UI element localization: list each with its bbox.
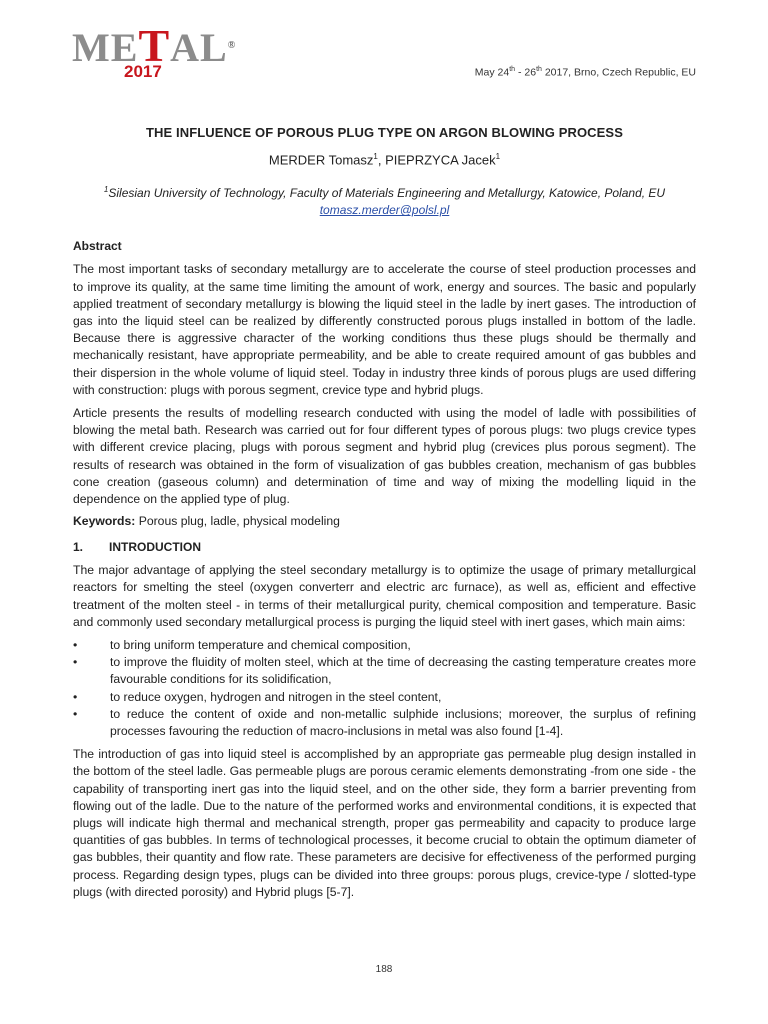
logo-year: 2017 (124, 62, 162, 81)
list-item-text: to reduce oxygen, hydrogen and nitrogen in the steel content, (110, 689, 442, 704)
affiliation-text: Silesian University of Technology, Faculty of Materials Engineering and Metallurgy, Katowice, Poland, EU (108, 186, 666, 201)
aims-list (73, 637, 696, 740)
section-number: 1. (73, 540, 84, 555)
intro-paragraph-1: The major advantage of applying the steel secondary metallurgy is to optimize the usage of primary metallurgical reactors for smelting the steel (oxygen converterr and electric arc furnace), as well as, efficient and effective treatment of the molten steel - in terms of their metallurgical purity, chemical composition and temperature. Basic and commonly used secondary metallurgical process is purging the liquid steel with inert gases, which main aims: (73, 563, 696, 629)
bullet-icon: • (73, 655, 78, 670)
bullet-icon: • (73, 637, 78, 652)
logo-letters-me: ME (72, 25, 139, 70)
section-heading-introduction (73, 540, 696, 554)
conference-date-end: - 26 (515, 66, 537, 79)
author-1-affil: 1 (373, 152, 378, 161)
page-number: 188 (375, 964, 393, 975)
conference-location: 2017, Brno, Czech Republic, EU (541, 66, 696, 79)
author-2-affil: 1 (495, 152, 501, 161)
keywords-label: Keywords: (73, 514, 136, 529)
list-item (73, 706, 696, 740)
list-item (73, 637, 696, 654)
conference-sup-2: th (536, 66, 542, 73)
bullet-icon: • (73, 689, 78, 704)
author-list (73, 152, 696, 167)
intro-paragraph-2: The introduction of gas into liquid steel is accomplished by an appropriate gas permeable plug design installed in the bottom of the steel ladle. Gas permeable plugs are porous ceramic elements demonstrating -from one side - the capability of transporting inert gas into the liquid steel, and on the other side, they form a barrier preventing from flowing out of the ladle. Due to the nature of the performed works and environmental conditions, it is expected that plugs will indicate high thermal and mechanical strength, proper gas permeability and capacity to produce large quantities of gas bubbles. In terms of technological processes, it become crucial to obtain the optimum diameter of gas bubbles, their quantity and flow rate. These parameters are decisive for effectiveness of the performed purging process. Regarding design types, plugs can be divided into three groups: porous plugs, crevice-type / slotted-type plugs (with directed porosity) and Hybrid plugs [5-7]. (73, 747, 696, 899)
list-item (73, 654, 696, 688)
keywords-list: Porous plug, ladle, physical modeling (135, 514, 340, 529)
abstract-heading: Abstract (73, 239, 122, 254)
affiliation-number: 1 (103, 185, 109, 195)
metal-2017-logo (72, 20, 237, 82)
list-item-text: to reduce the content of oxide and non-metallic sulphide inclusions; moreover, the surplus of refining processes favouring the reduction of macro-inclusions in metal was also found [1-4]. (110, 706, 696, 738)
list-item-text: to bring uniform temperature and chemical composition, (110, 637, 411, 652)
paper-content (73, 125, 696, 907)
registered-mark: ® (227, 40, 237, 51)
author-1: MERDER Tomasz (268, 152, 374, 168)
keywords (73, 514, 696, 528)
abstract-paragraph-1: The most important tasks of secondary metallurgy are to accelerate the course of steel production processes and to improve its quality, at the same time limiting the amount of work, energy and sources. The basic and popularly applied treatment of secondary metallurgy is blowing the liquid steel in the ladle by inert gases. The introduction of gas into the liquid steel can be realized by differently constructed porous plugs installed in bottom of the ladle. Because there is aggressive character of the working conditions thus these plugs should be thermally and mechanically resistant, have appropriate permeability, and be able to create required amount of gas bubbles and their dispersion in the whole volume of liquid steel. Today in industry three kinds of porous plugs are used differing with construction: plugs with porous segment, crevice type and hybrid plugs. (73, 262, 696, 397)
conference-info (475, 66, 696, 79)
list-item (73, 689, 696, 706)
paper-title: THE INFLUENCE OF POROUS PLUG TYPE ON ARGON BLOWING PROCESS (146, 125, 623, 140)
affiliation (73, 181, 696, 202)
abstract-paragraph-2: Article presents the results of modelling research conducted with using the model of ladle with possibilities of blowing the metal bath. Research was carried out for four different types of porous plugs: two plugs crevice types with different crevice placing, plugs with porous segment and hybrid plug (crevices plus porous segment). The results of research was obtained in the form of visualization of gas bubbles creation, mechanism of gas bubbles cone creation (gaseous column) and determination of time and way of mixing the modelling liquid in the dependence on the applied type of plug. (73, 405, 696, 506)
section-title: INTRODUCTION (109, 540, 201, 555)
author-separator: , (377, 152, 386, 168)
conference-sup-1: th (509, 66, 516, 73)
logo-letter-t: T (138, 20, 171, 71)
list-item-text: to improve the fluidity of molten steel, which at the time of decreasing the casting temperature creates more favourable conditions for its solidification, (110, 655, 696, 687)
conference-date-start: May 24 (474, 66, 510, 79)
email-link[interactable]: tomasz.merder@polsl.pl (319, 203, 450, 218)
logo-letters-al: AL (170, 25, 228, 70)
bullet-icon: • (73, 706, 78, 721)
author-2: PIEPRZYCA Jacek (385, 152, 496, 168)
